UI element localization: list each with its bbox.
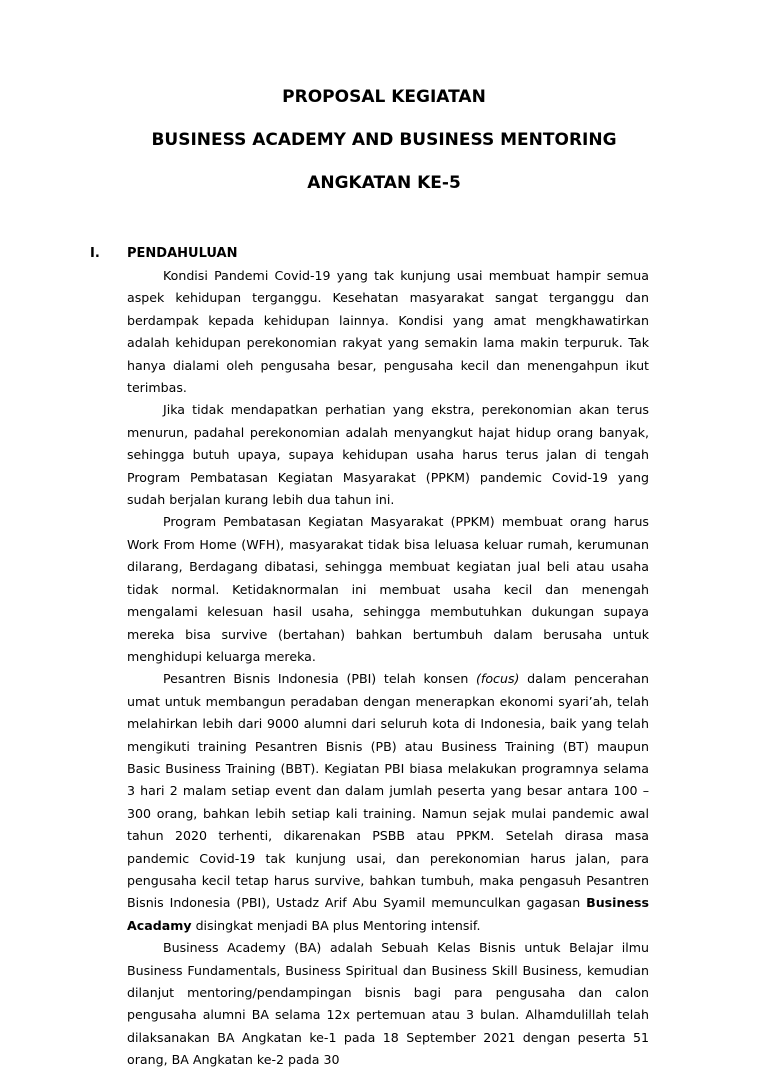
- title-line-1: PROPOSAL KEGIATAN: [282, 87, 486, 107]
- paragraph-2: Jika tidak mendapatkan perhatian yang ekstra, perekonomian akan terus menurun, padahal perekonomian adalah menyangkut hajat hidup orang banyak, sehingga butuh upaya, supaya kehidupan usaha harus terus jalan di tengah Program Pembatasan Kegiatan Masyarakat (PPKM) pandemic Covid-19 yang sudah berjalan kurang lebih dua tahun ini.: [127, 402, 649, 508]
- section-body: [127, 265, 649, 1072]
- section-number: I.: [90, 246, 100, 261]
- paragraph-5: Business Academy (BA) adalah Sebuah Kelas Bisnis untuk Belajar ilmu Business Fundamentals, Business Spiritual dan Business Skill Business, kemudian dilanjut mentoring/pendampingan bisnis bagi para pengusaha dan calon pengusaha alumni BA selama 12x pertemuan atau 3 bulan. Alhamdulillah telah dilaksanakan BA Angkatan ke-1 pada 18 September 2021 dengan peserta 51 orang, BA Angkatan ke-2 pada 30: [127, 940, 649, 1068]
- title-line-2: BUSINESS ACADEMY AND BUSINESS MENTORING: [151, 130, 617, 150]
- title-line-3: ANGKATAN KE-5: [307, 173, 461, 193]
- paragraph-4-part-a: Pesantren Bisnis Indonesia (PBI) telah konsen: [163, 671, 476, 687]
- paragraph-4-part-c: disingkat menjadi BA plus Mentoring intensif.: [191, 917, 481, 933]
- paragraph-4-italic: (focus): [476, 671, 520, 687]
- document-title: [0, 86, 768, 194]
- paragraph-4-bold: Business Acadamy: [127, 895, 649, 933]
- paragraph-3: Program Pembatasan Kegiatan Masyarakat (PPKM) membuat orang harus Work From Home (WFH), masyarakat tidak bisa leluasa keluar rumah, kerumunan dilarang, Berdagang dibatasi, sehingga membuat kegiatan jual beli atau usaha tidak normal. Ketidaknormalan ini membuat usaha kecil dan menengah mengalami kelesuan hasil usaha, sehingga membutuhkan dukungan supaya mereka bisa survive (bertahan) bahkan bertumbuh dalam berusaha untuk menghidupi keluarga mereka.: [127, 514, 649, 664]
- paragraph-1: Kondisi Pandemi Covid-19 yang tak kunjung usai membuat hampir semua aspek kehidupan terganggu. Kesehatan masyarakat sangat terganggu dan berdampak kepada kehidupan lainnya. Kondisi yang amat mengkhawatirkan adalah kehidupan perekonomian rakyat yang semakin lama makin terpuruk. Tak hanya dialami oleh pengusaha besar, pengusaha kecil dan menengahpun ikut terimbas.: [127, 268, 649, 396]
- paragraph-4: [127, 668, 649, 937]
- section-heading: [90, 243, 650, 265]
- section-title: PENDAHULUAN: [127, 246, 238, 261]
- paragraph-4-part-b: dalam pencerahan umat untuk membangun peradaban dengan menerapkan ekonomi syari’ah, telah melahirkan lebih dari 9000 alumni dari seluruh kota di Indonesia, baik yang telah mengikuti training Pesantren Bisnis (PB) atau Business Training (BT) maupun Basic Business Training (BBT). Kegiatan PBI biasa melakukan programnya selama 3 hari 2 malam setiap event dan dalam jumlah peserta yang besar antara 100 – 300 orang, bahkan lebih setiap kali training. Namun sejak mulai pandemic awal tahun 2020 terhenti, dikarenakan PSBB atau PPKM. Setelah dirasa masa pandemic Covid-19 tak kunjung usai, dan perekonomian harus jalan, para pengusaha kecil tetap harus survive, bahkan tumbuh, maka pengasuh Pesantren Bisnis Indonesia (PBI), Ustadz Arif Abu Syamil memunculkan gagasan: [127, 671, 649, 911]
